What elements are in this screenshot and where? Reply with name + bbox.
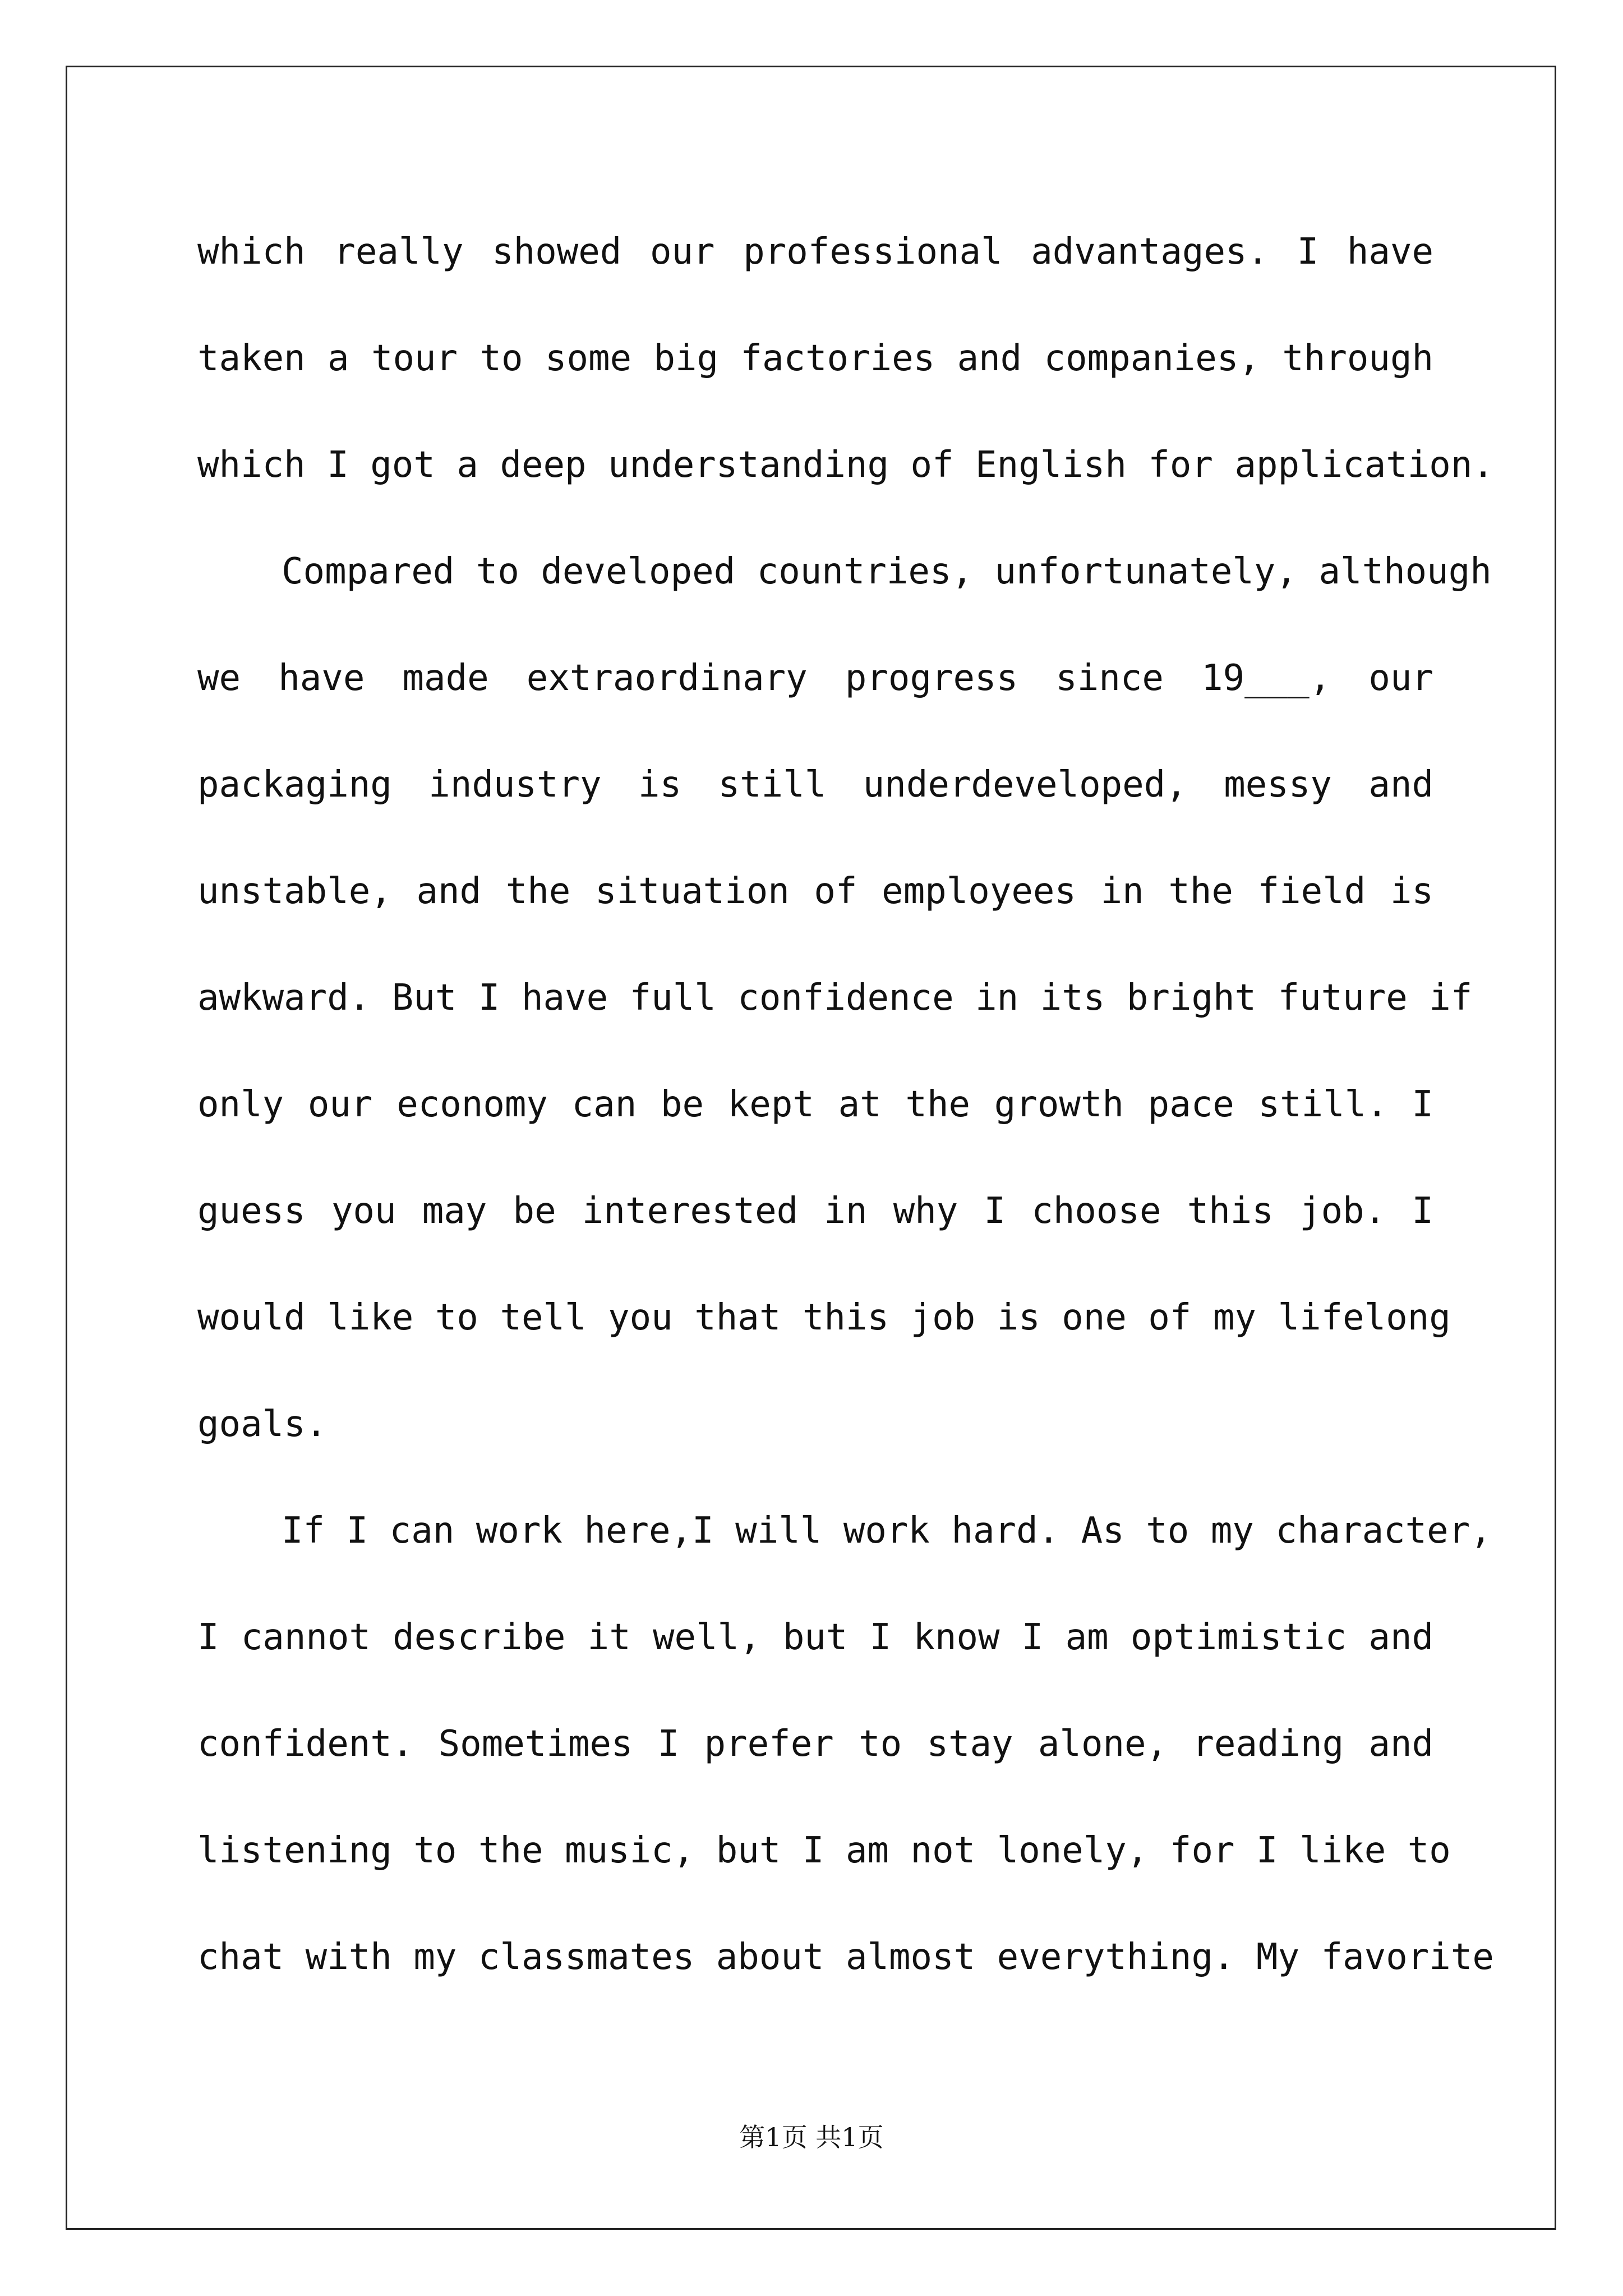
text-line: If I can work here,I will work hard. As to my character, <box>282 1510 1492 1552</box>
text-line: Compared to developed countries, unfortunately, although <box>282 551 1492 592</box>
text-line: chat with my classmates about almost everything. My favorite <box>197 1936 1494 1978</box>
text-line: awkward. But I have full confidence in its bright future if <box>197 977 1473 1019</box>
text-line: which I got a deep understanding of English for application. <box>197 444 1494 486</box>
text-line: I cannot describe it well, but I know I am optimistic and <box>197 1617 1433 1658</box>
text-line: listening to the music, but I am not lonely, for I like to <box>197 1830 1451 1871</box>
text-line: only our economy can be kept at the growth pace still. I <box>197 1084 1433 1125</box>
text-line: we have made extraordinary progress since 19___, our <box>197 657 1433 699</box>
text-line: would like to tell you that this job is one of my lifelong <box>197 1297 1451 1338</box>
text-line: goals. <box>197 1404 328 1445</box>
text-line: packaging industry is still underdeveloped, messy and <box>197 764 1433 806</box>
text-line: which really showed our professional advantages. I have <box>197 231 1433 273</box>
text-line: confident. Sometimes I prefer to stay alone, reading and <box>197 1723 1433 1765</box>
page-footer: 第1页 共1页 <box>739 2122 884 2152</box>
text-line: unstable, and the situation of employees in the field is <box>197 871 1433 912</box>
text-line: guess you may be interested in why I choose this job. I <box>197 1190 1433 1232</box>
text-line: taken a tour to some big factories and companies, through <box>197 338 1433 379</box>
body-text <box>197 216 1494 2028</box>
